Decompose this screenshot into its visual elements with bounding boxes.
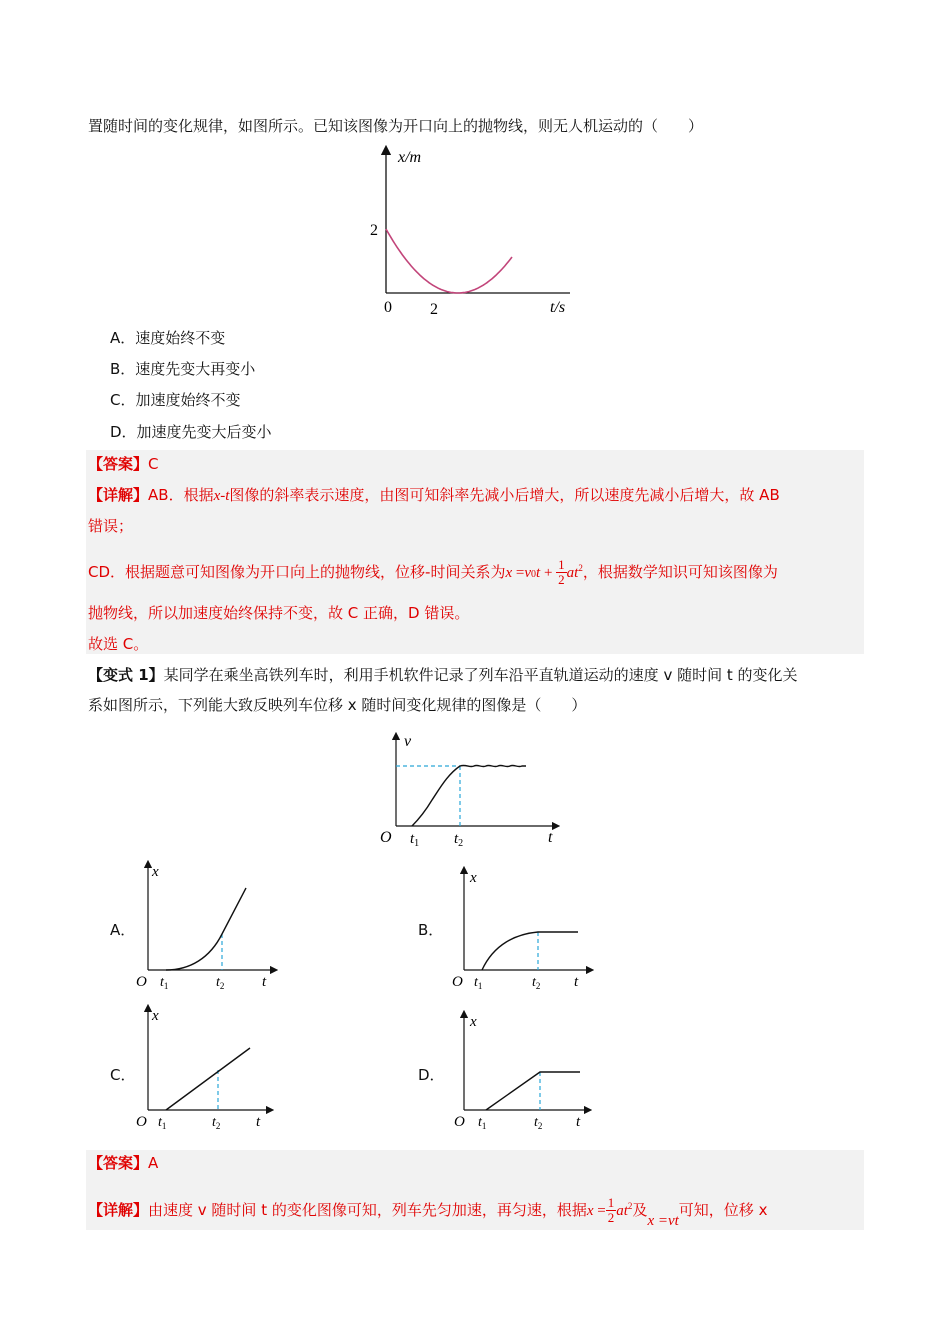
svg-text:t1: $t_1$ xyxy=(158,1115,167,1131)
svg-text:t1: $t_1$ xyxy=(410,831,420,849)
svg-text:t1: $t_1$ xyxy=(474,975,483,991)
variant-line-2: 系如图所示，下列能大致反映列车位移 x 随时间变化规律的图像是（ ） xyxy=(88,696,587,714)
svg-text:x: x xyxy=(470,1014,477,1030)
option-a: A．速度始终不变 xyxy=(110,329,226,347)
figure-parabola xyxy=(360,140,600,320)
question-text: 置随时间的变化规律，如图所示。已知该图像为开口向上的抛物线，则无人机运动的（ ） xyxy=(88,117,704,135)
svg-text:t2: $t_2$ xyxy=(454,831,464,849)
svg-text:t1: $t_1$ xyxy=(478,1115,487,1131)
explain-1-line-2: 错误； xyxy=(88,517,134,535)
svg-text:O: O xyxy=(136,1114,147,1130)
svg-text:t: t xyxy=(262,974,267,990)
answer-box-1 xyxy=(86,450,864,654)
explain-1-line-5: 故选 C。 xyxy=(88,635,149,653)
svg-text:t2: $t_2$ xyxy=(532,975,541,991)
explain-2-line-1: 【详解】由速度 v 随时间 t 的变化图像可知，列车先匀加速，再匀速，根据x = $\frac{1}{2}$ $at^2$及x =vt可知，位移 x xyxy=(88,1195,768,1229)
y-axis-label: x/m xyxy=(398,149,422,166)
svg-text:O: O xyxy=(136,974,147,990)
variant-line-1: 【变式 1】某同学在乘坐高铁列车时，利用手机软件记录了列车沿平直轨道运动的速度 v 随时间 t 的变化关 xyxy=(88,666,798,684)
svg-text:x: x xyxy=(152,1008,159,1024)
svg-text:t1: $t_1$ xyxy=(160,975,169,991)
answer-1: 【答案】C xyxy=(88,455,159,473)
svg-text:t: t xyxy=(576,1114,581,1130)
option-b: B．速度先变大再变小 xyxy=(110,360,256,378)
svg-text:t2: $t_2$ xyxy=(216,975,225,991)
velocity-curve xyxy=(412,765,526,826)
graph-option-d xyxy=(450,1002,600,1137)
svg-text:v: v xyxy=(404,733,412,750)
graph-option-b-label: B． xyxy=(418,921,444,939)
formula-x-v0t: x xyxy=(505,565,513,581)
graph-option-c xyxy=(134,1002,284,1137)
svg-text:O: O xyxy=(454,1114,465,1130)
answer-2: 【答案】A xyxy=(88,1154,159,1172)
svg-text:t: t xyxy=(548,829,553,846)
graph-option-a-label: A． xyxy=(110,921,136,939)
parabola-curve xyxy=(386,229,512,293)
x-axis-label: t/s xyxy=(550,299,566,316)
svg-text:t2: $t_2$ xyxy=(534,1115,543,1131)
graph-option-b xyxy=(450,858,600,993)
explain-1-line-1: 【详解】AB．根据x-t图像的斜率表示速度，由图可知斜率先减小后增大，所以速度先减小后增大，故 AB xyxy=(88,486,780,504)
origin-label: 0 xyxy=(384,299,392,316)
y-tick-label: 2 xyxy=(370,222,378,239)
svg-text:O: O xyxy=(452,974,463,990)
svg-text:t: t xyxy=(574,974,579,990)
option-d: D．加速度先变大后变小 xyxy=(110,423,272,441)
svg-text:t: t xyxy=(256,1114,261,1130)
x-tick-label: 2 xyxy=(430,301,438,318)
graph-option-c-label: C． xyxy=(110,1066,136,1084)
explain-1-line-3: CD．根据题意可知图像为开口向上的抛物线，位移-时间关系为x =v0t + $\frac{1}{2}$ $at^2$，根据数学知识可知该图像为 xyxy=(88,557,778,587)
svg-text:x: x xyxy=(152,864,159,880)
graph-option-d-label: D． xyxy=(418,1066,445,1084)
svg-text:t2: $t_2$ xyxy=(212,1115,221,1131)
option-c: C．加速度始终不变 xyxy=(110,391,241,409)
graph-option-a xyxy=(134,858,284,993)
svg-text:O: O xyxy=(380,829,392,846)
svg-text:x: x xyxy=(470,870,477,886)
explain-1-line-4: 抛物线，所以加速度始终保持不变，故 C 正确，D 错误。 xyxy=(88,604,470,622)
figure-v-t xyxy=(376,730,576,850)
